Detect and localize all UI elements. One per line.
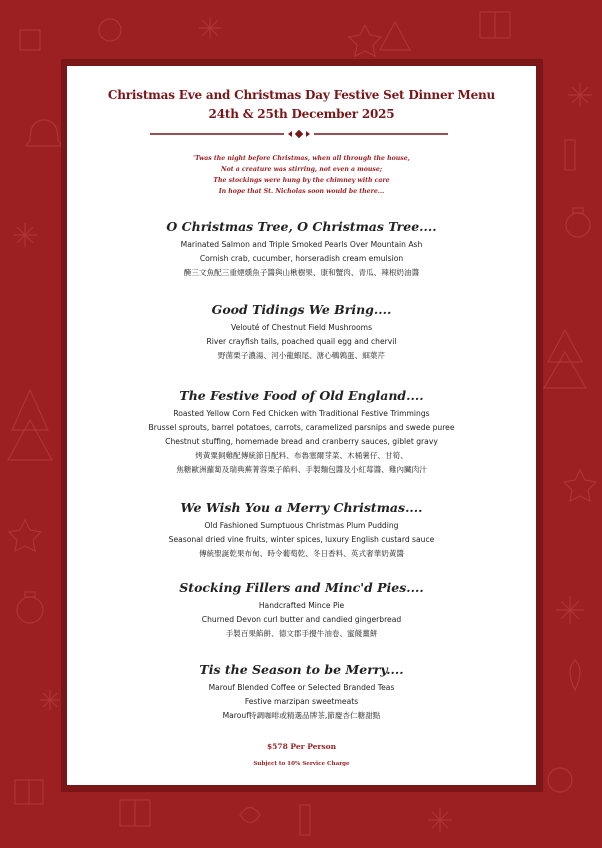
poem-line: In hope that St. Nicholas soon would be there... [218,188,385,195]
price-per-person: $578 Per Person [266,742,337,751]
course-heading: The Festive Food of Old England.... [179,388,424,403]
menu-title: Christmas Eve and Christmas Day Festive Set Dinner Menu [107,88,496,102]
course-starter [67,219,536,280]
course-line: Marinated Salmon and Triple Smoked Pearls Over Mountain Ash [180,240,423,249]
course-heading: Tis the Season to be Merry.... [199,662,404,677]
course-line: Chestnut stuffing, homemade bread and cranberry sauces, giblet gravy [165,437,438,446]
course-line: Cornish crab, cucumber, horseradish cream emulsion [199,254,404,263]
course-line: Marouf Blended Coffee or Selected Branded Teas [208,683,395,692]
course-heading: Good Tidings We Bring.... [211,302,392,317]
poem [67,153,536,197]
poem-line: Not a creature was stirring, not even a mouse; [220,166,383,173]
course-pudding [67,500,536,561]
course-main [67,388,536,477]
course-line: 野菌栗子濃湯、河小龍蝦尾、溏心鵪鶉蛋、細葉芹 [217,351,386,360]
course-line: 焦糖歐洲蘿蔔及瑞典蕪菁蓉栗子餡料、手製麵包醬及小紅莓醬、雞內臟肉汁 [176,465,427,474]
course-line: Old Fashioned Sumptuous Christmas Plum Pudding [204,521,399,530]
service-charge-note: Subject to 10% Service Charge [253,761,350,767]
course-coffee [67,662,536,723]
course-line: 烤黃粟飼雞配傳統節日配料、布魯塞爾芽菜、木桶薯仔、甘筍、 [195,451,408,460]
menu-card [67,66,536,785]
poem-line: 'Twas the night before Christmas, when all through the house, [193,155,410,162]
course-line: 傳統聖誕乾果布甸、時令葡萄乾、冬日香料、英式奢華奶黃醬 [198,549,405,558]
course-line: Churned Devon curl butter and candied gingerbread [201,615,402,624]
course-soup [67,302,536,363]
course-heading: Stocking Fillers and Minc'd Pies.... [179,580,424,595]
course-line: Velouté of Chestnut Field Mushrooms [230,323,373,332]
course-line: River crayfish tails, poached quail egg and chervil [206,337,397,346]
course-heading: O Christmas Tree, O Christmas Tree.... [166,219,437,234]
menu-dates: 24th & 25th December 2025 [208,107,395,121]
ornament-divider [150,130,448,138]
course-line: Seasonal dried vine fruits, winter spices, luxury English custard sauce [168,535,435,544]
course-line: Brussel sprouts, barrel potatoes, carrots, caramelized parsnips and swede puree [148,423,455,432]
poem-line: The stockings were hung by the chimney with care [213,177,390,184]
course-line: Handcrafted Mince Pie [258,601,345,610]
course-heading: We Wish You a Merry Christmas.... [180,500,423,515]
course-line: 醃三文魚配三重煙燻魚子醬與山楸樹果、康和蟹肉、青瓜、辣根奶油醬 [183,268,420,277]
course-line: Festive marzipan sweetmeats [244,697,359,706]
course-line: 手製百果餡餅、德文郡手攪牛油卷、蜜餞薑餅 [225,629,378,638]
course-mince-pie [67,580,536,641]
course-line: Marouf特調咖啡或精選品牌茶,節慶杏仁糖甜點 [222,711,381,720]
course-line: Roasted Yellow Corn Fed Chicken with Traditional Festive Trimmings [173,409,430,418]
